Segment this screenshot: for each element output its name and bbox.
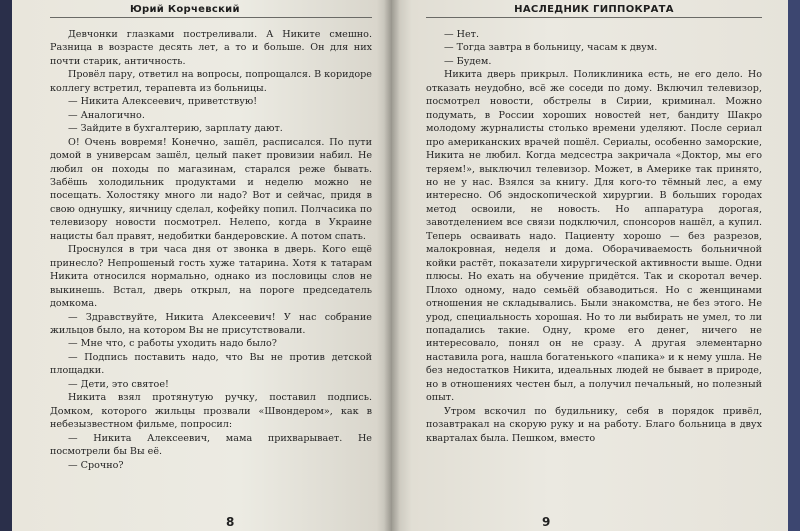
paragraph: — Никита Алексеевич, приветствую! <box>68 96 258 108</box>
paragraph: Провёл пару, ответил на вопросы, попрощался. В коридоре коллегу встретил, терапевта из больницы. <box>50 69 372 94</box>
paragraph: — Никита Алексеевич, мама прихварывает. Не посмотрели бы Вы её. <box>50 432 372 458</box>
right-page <box>392 0 788 531</box>
page-number: 9 <box>542 515 551 529</box>
running-header-author: Юрий Корчевский <box>50 0 372 18</box>
paragraph: Утром вскочил по будильнику, себя в порядок привёл, позавтракал на скорую руку и на работу. Благо больница в двух кварталах была. Пешком, вместо <box>426 405 762 444</box>
paragraph: — Тогда завтра в больницу, часам к двум. <box>444 42 658 54</box>
left-page-text <box>50 28 372 472</box>
paragraph: Никита дверь прикрыл. Поликлиника есть, не его дело. Но отказать неудобно, всё же соседи по дому. Включил телевизор, посмотрел новости, обстрелы в Сирии, криминал. Можно подумать, в России хороших новостей нет, бандиту Шакро молодому журналисты столько времени уделяют. После сериал про американских врачей пошёл. Сериалы, особенно заморские, Никита не любил. Когда медсестра закричала «Доктор, мы его теряем!», выключил телевизор. Может, в Америке так принято, но не у нас. Взялся за книгу. Для кого-то тёмный лес, а ему интересно. Об эндоскопической хирургии. В больших городах метод освоили, не новость. Но аппаратура дорогая, завотделением все связи подключил, спонсоров нашёл, а купил. Теперь осваивать надо. Пациенту хорошо — без разрезов, малокровная, неделя и дома. Оборачиваемость больничной койки растёт, показатели хирургической активности выше. Одни плюсы. Но ехать на обучение придётся. Так и скоротал вечер. Плохо одному, надо семьёй обзаводиться. Но с женщинами отношения не складывались. Были знакомства, не без этого. Не урод, специальность хорошая. Но то ли выбирать не умел, то ли попадались такие. Одну, кроме его денег, ничего не интересовало, понял он не сразу. А другая элементарно наставила рога, нашла богатенького «папика» и к нему ушла. Не без недостатков Никита, идеальных людей не бывает в природе, но в отношениях честен был, а получил печальный, но полезный опыт. <box>426 69 762 404</box>
paragraph: — Будем. <box>444 55 492 67</box>
paragraph: — Мне что, с работы уходить надо было? <box>68 338 277 350</box>
paragraph: Никита взял протянутую ручку, поставил подпись. Домком, которого жильцы прозвали «Швондером», как в небезызвестном фильме, попросил: <box>50 392 372 431</box>
paragraph: — Зайдите в бухгалтерию, зарплату дают. <box>68 123 283 135</box>
left-page <box>12 0 392 531</box>
paragraph: — Нет. <box>444 29 480 40</box>
running-header-title: НАСЛЕДНИК ГИППОКРАТА <box>426 0 762 18</box>
paragraph: — Аналогично. <box>68 109 145 121</box>
background-edge <box>788 0 800 531</box>
paragraph: — Здравствуйте, Никита Алексеевич! У нас собрание жильцов было, на котором Вы не присутствовали. <box>50 311 372 336</box>
paragraph: — Срочно? <box>68 459 124 471</box>
right-page-text <box>426 28 762 445</box>
paragraph: Девчонки глазками постреливали. А Никите смешно. Разница в возрасте десять лет, а то и больше. Он для них почти старик, античность. <box>50 29 372 67</box>
paragraph: Проснулся в три часа дня от звонка в дверь. Кого ещё принесло? Непрошеный гость хуже татарина. Хотя к татарам Никита относился нормально, однако из пословицы слов не выкинешь. Встал, дверь открыл, на пороге председатель домкома. <box>50 244 372 310</box>
book-gutter-shadow <box>384 0 400 531</box>
paragraph: О! Очень вовремя! Конечно, зашёл, расписался. По пути домой в универсам зашёл, целый пакет провизии набил. Не любил он походы по магазинам, старался реже бывать. Забёшь холодильник продуктами и неделю можно не посещать. Холостяку много ли надо? Вот и сейчас, придя в свою однушку, яичницу сделал, кофейку попил. Полчасика по телевизору новости посмотрел. Нелепо, когда в Украине нацисты бал правят, недобитки бандеровские. А потом спать. <box>50 136 372 242</box>
paragraph: — Дети, это святое! <box>68 378 169 390</box>
paragraph: — Подпись поставить надо, что Вы не против детской площадки. <box>50 351 372 377</box>
page-number: 8 <box>226 515 235 529</box>
